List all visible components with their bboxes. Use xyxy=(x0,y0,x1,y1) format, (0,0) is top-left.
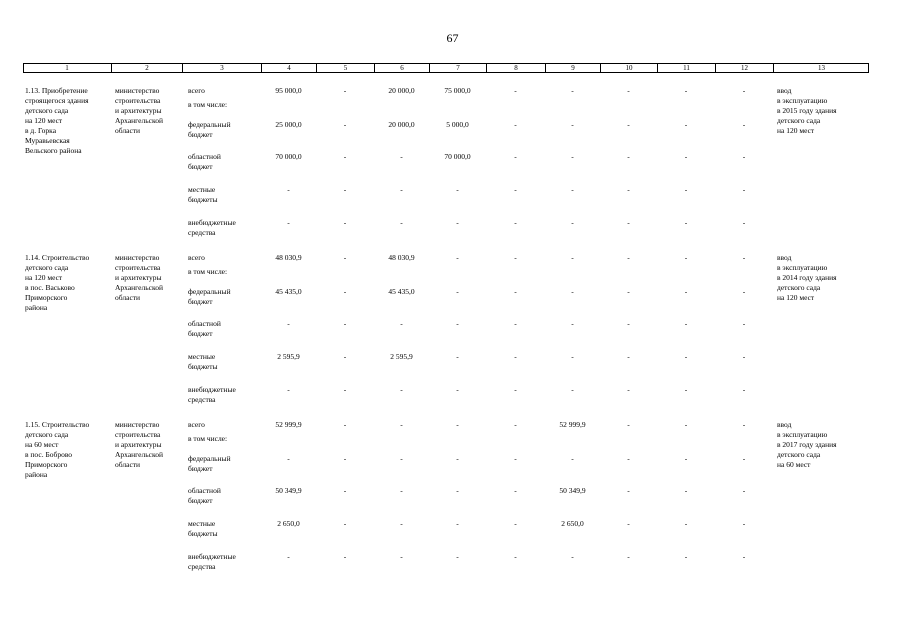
amount-cell: 20 000,0 xyxy=(388,120,415,129)
amount-cell: - xyxy=(514,352,517,361)
amount-cell: 52 999,9 xyxy=(559,420,586,429)
project-name: 1.14. Строительство детского сада на 120 мест в пос. Васьково Приморского района xyxy=(25,253,90,312)
amount-cell: 70 000,0 xyxy=(275,152,302,161)
column-header-12: 12 xyxy=(715,64,773,72)
amount-cell: 75 000,0 xyxy=(444,86,471,95)
amount-cell: - xyxy=(456,218,459,227)
amount-cell: - xyxy=(684,385,688,394)
amount-cell: - xyxy=(742,152,746,161)
amount-cell: - xyxy=(684,152,688,161)
amount-cell: 50 349,9 xyxy=(275,486,302,495)
column-header-13: 13 xyxy=(773,64,869,72)
amount-cell: - xyxy=(456,420,459,429)
amount-cell: - xyxy=(684,218,688,227)
funding-source-label: местные бюджеты xyxy=(188,519,218,538)
amount-cell: - xyxy=(343,218,347,227)
amount-cell: - xyxy=(627,352,630,361)
amount-cell: - xyxy=(514,86,517,95)
funding-source-label: всего xyxy=(188,253,205,262)
amount-cell: - xyxy=(684,86,688,95)
amount-cell: - xyxy=(343,287,347,296)
amount-cell: - xyxy=(400,385,403,394)
amount-cell: - xyxy=(627,287,630,296)
amount-cell: - xyxy=(343,352,347,361)
amount-cell: - xyxy=(514,152,517,161)
amount-cell: - xyxy=(456,185,459,194)
funding-source-label: всего xyxy=(188,420,205,429)
column-header-4: 4 xyxy=(261,64,316,72)
column-header-8: 8 xyxy=(486,64,545,72)
amount-cell: - xyxy=(456,287,459,296)
amount-cell: - xyxy=(627,120,630,129)
amount-cell: - xyxy=(627,420,630,429)
amount-cell: - xyxy=(684,454,688,463)
amount-cell: - xyxy=(571,454,574,463)
amount-cell: - xyxy=(514,319,517,328)
funding-source-label: в том числе: xyxy=(188,100,228,109)
amount-cell: - xyxy=(627,152,630,161)
expected-result: ввод в эксплуатацию в 2014 году здания детского сада на 120 мест xyxy=(777,253,837,302)
amount-cell: - xyxy=(742,120,746,129)
amount-cell: - xyxy=(571,185,574,194)
amount-cell: - xyxy=(571,352,574,361)
amount-cell: 70 000,0 xyxy=(444,152,471,161)
executor: министерство строительства и архитектуры Архангельской области xyxy=(115,420,163,469)
project-name: 1.15. Строительство детского сада на 60 мест в пос. Боброво Приморского района xyxy=(25,420,90,479)
amount-cell: - xyxy=(627,185,630,194)
amount-cell: - xyxy=(684,420,688,429)
amount-cell: 45 435,0 xyxy=(388,287,415,296)
amount-cell: - xyxy=(514,287,517,296)
amount-cell: - xyxy=(514,486,517,495)
amount-cell: - xyxy=(571,385,574,394)
amount-cell: - xyxy=(456,385,459,394)
amount-cell: - xyxy=(343,120,347,129)
amount-cell: - xyxy=(287,218,290,227)
amount-cell: - xyxy=(456,352,459,361)
amount-cell: - xyxy=(343,152,347,161)
amount-cell: - xyxy=(627,253,630,262)
amount-cell: - xyxy=(742,385,746,394)
amount-cell: - xyxy=(400,519,403,528)
amount-cell: - xyxy=(684,185,688,194)
amount-cell: - xyxy=(742,552,746,561)
amount-cell: - xyxy=(571,552,574,561)
amount-cell: - xyxy=(287,385,290,394)
funding-source-label: внебюджетные средства xyxy=(188,552,236,571)
amount-cell: 52 999,9 xyxy=(275,420,302,429)
amount-cell: 2 595,9 xyxy=(390,352,413,361)
amount-cell: - xyxy=(343,385,347,394)
executor: министерство строительства и архитектуры Архангельской области xyxy=(115,86,163,135)
amount-cell: - xyxy=(742,454,746,463)
amount-cell: - xyxy=(343,552,347,561)
funding-source-label: областной бюджет xyxy=(188,152,221,171)
amount-cell: - xyxy=(684,519,688,528)
column-header-6: 6 xyxy=(374,64,429,72)
amount-cell: 48 030,9 xyxy=(275,253,302,262)
amount-cell: - xyxy=(287,552,290,561)
amount-cell: - xyxy=(742,287,746,296)
amount-cell: - xyxy=(684,287,688,296)
column-header-9: 9 xyxy=(545,64,600,72)
amount-cell: - xyxy=(514,185,517,194)
amount-cell: - xyxy=(514,454,517,463)
column-header-10: 10 xyxy=(600,64,657,72)
amount-cell: - xyxy=(742,253,746,262)
amount-cell: - xyxy=(400,486,403,495)
amount-cell: - xyxy=(684,486,688,495)
amount-cell: - xyxy=(742,185,746,194)
amount-cell: - xyxy=(627,86,630,95)
expected-result: ввод в эксплуатацию в 2017 году здания детского сада на 60 мест xyxy=(777,420,837,469)
column-header-5: 5 xyxy=(316,64,374,72)
page-number: 67 xyxy=(446,31,459,45)
funding-source-label: внебюджетные средства xyxy=(188,218,236,237)
amount-cell: - xyxy=(400,218,403,227)
amount-cell: - xyxy=(627,319,630,328)
amount-cell: - xyxy=(343,185,347,194)
funding-source-label: федеральный бюджет xyxy=(188,120,231,139)
funding-source-label: федеральный бюджет xyxy=(188,454,231,473)
amount-cell: - xyxy=(742,86,746,95)
amount-cell: 48 030,9 xyxy=(388,253,415,262)
amount-cell: - xyxy=(456,454,459,463)
amount-cell: - xyxy=(684,552,688,561)
amount-cell: - xyxy=(571,319,574,328)
amount-cell: - xyxy=(287,185,290,194)
amount-cell: - xyxy=(456,486,459,495)
amount-cell: - xyxy=(514,120,517,129)
funding-source-label: всего xyxy=(188,86,205,95)
amount-cell: - xyxy=(456,253,459,262)
amount-cell: - xyxy=(742,420,746,429)
amount-cell: 45 435,0 xyxy=(275,287,302,296)
amount-cell: - xyxy=(571,287,574,296)
amount-cell: - xyxy=(456,552,459,561)
amount-cell: 5 000,0 xyxy=(446,120,469,129)
amount-cell: - xyxy=(287,319,290,328)
amount-cell: - xyxy=(684,253,688,262)
column-header-1: 1 xyxy=(65,64,69,72)
column-header-7: 7 xyxy=(429,64,486,72)
amount-cell: - xyxy=(514,519,517,528)
amount-cell: - xyxy=(343,519,347,528)
amount-cell: - xyxy=(400,420,403,429)
amount-cell: - xyxy=(684,319,688,328)
amount-cell: - xyxy=(684,352,688,361)
funding-source-label: областной бюджет xyxy=(188,486,221,505)
amount-cell: - xyxy=(627,552,630,561)
amount-cell: - xyxy=(287,454,290,463)
expected-result: ввод в эксплуатацию в 2015 году здания детского сада на 120 мест xyxy=(777,86,837,135)
amount-cell: - xyxy=(343,454,347,463)
amount-cell: - xyxy=(514,385,517,394)
funding-source-label: в том числе: xyxy=(188,434,228,443)
amount-cell: - xyxy=(742,319,746,328)
amount-cell: - xyxy=(343,486,347,495)
amount-cell: 20 000,0 xyxy=(388,86,415,95)
amount-cell: - xyxy=(514,253,517,262)
column-header-3: 3 xyxy=(182,64,261,72)
amount-cell: - xyxy=(571,120,574,129)
amount-cell: 50 349,9 xyxy=(559,486,586,495)
amount-cell: 2 595,9 xyxy=(277,352,300,361)
amount-cell: 95 000,0 xyxy=(275,86,302,95)
funding-source-label: местные бюджеты xyxy=(188,185,218,204)
amount-cell: - xyxy=(571,152,574,161)
column-header-2: 2 xyxy=(111,64,182,72)
amount-cell: - xyxy=(627,218,630,227)
funding-source-label: внебюджетные средства xyxy=(188,385,236,404)
funding-source-label: в том числе: xyxy=(188,267,228,276)
funding-source-label: областной бюджет xyxy=(188,319,221,338)
amount-cell: - xyxy=(456,519,459,528)
amount-cell: - xyxy=(456,319,459,328)
amount-cell: - xyxy=(742,352,746,361)
amount-cell: - xyxy=(627,519,630,528)
executor: министерство строительства и архитектуры Архангельской области xyxy=(115,253,163,302)
amount-cell: - xyxy=(514,552,517,561)
amount-cell: - xyxy=(343,86,347,95)
column-header-11: 11 xyxy=(657,64,715,72)
amount-cell: 25 000,0 xyxy=(275,120,302,129)
amount-cell: - xyxy=(571,86,574,95)
column-number-header xyxy=(23,63,869,73)
amount-cell: - xyxy=(400,454,403,463)
amount-cell: - xyxy=(742,519,746,528)
amount-cell: - xyxy=(400,319,403,328)
amount-cell: - xyxy=(571,253,574,262)
amount-cell: - xyxy=(400,152,403,161)
amount-cell: - xyxy=(514,218,517,227)
project-name: 1.13. Приобретение строящегося здания детского сада на 120 мест в д. Горка Муравьевская Вельского района xyxy=(25,86,89,155)
amount-cell: - xyxy=(627,486,630,495)
amount-cell: - xyxy=(343,420,347,429)
amount-cell: - xyxy=(343,253,347,262)
amount-cell: 2 650,0 xyxy=(277,519,300,528)
amount-cell: - xyxy=(627,454,630,463)
amount-cell: - xyxy=(343,319,347,328)
amount-cell: - xyxy=(400,185,403,194)
amount-cell: - xyxy=(684,120,688,129)
amount-cell: - xyxy=(742,218,746,227)
amount-cell: - xyxy=(627,385,630,394)
funding-source-label: местные бюджеты xyxy=(188,352,218,371)
amount-cell: - xyxy=(514,420,517,429)
amount-cell: 2 650,0 xyxy=(561,519,584,528)
amount-cell: - xyxy=(742,486,746,495)
funding-source-label: федеральный бюджет xyxy=(188,287,231,306)
amount-cell: - xyxy=(400,552,403,561)
amount-cell: - xyxy=(571,218,574,227)
